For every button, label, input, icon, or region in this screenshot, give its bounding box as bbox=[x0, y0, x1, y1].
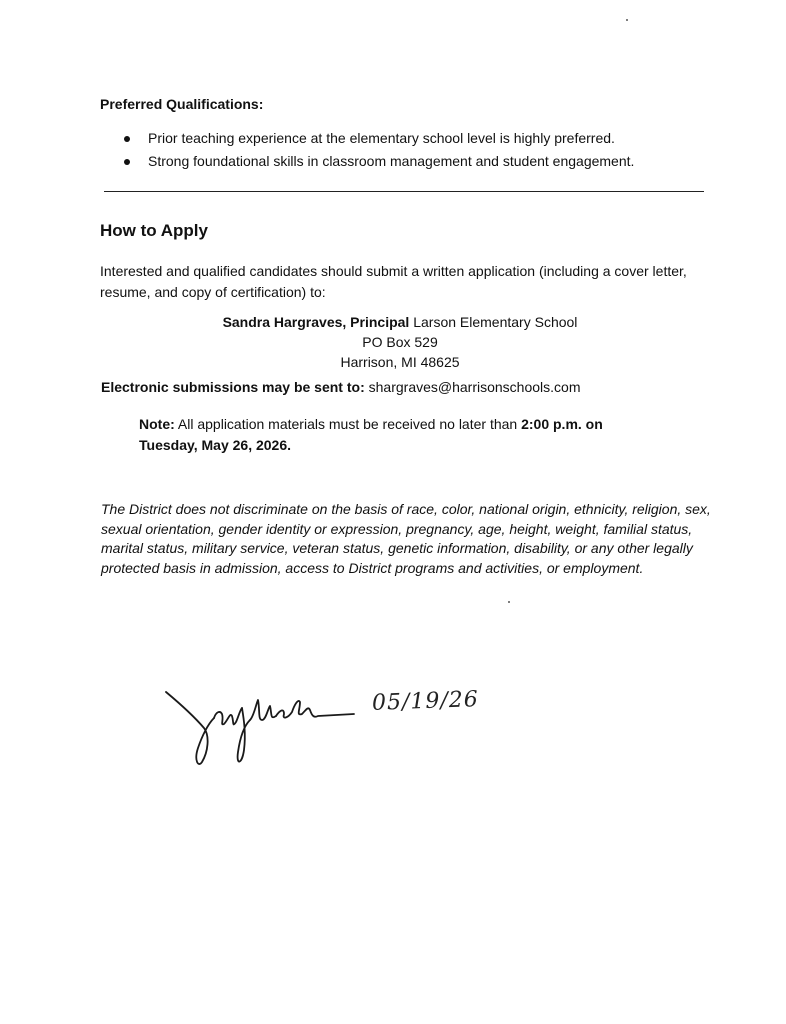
contact-email: shargraves@harrisonschools.com bbox=[368, 379, 581, 395]
mailing-address bbox=[190, 312, 610, 372]
bullet-icon bbox=[124, 136, 130, 142]
po-box: PO Box 529 bbox=[362, 334, 438, 350]
list-item-text: Strong foundational skills in classroom management and student engagement. bbox=[148, 153, 635, 169]
note-text: All application materials must be received no later than bbox=[177, 416, 518, 432]
deadline-date: Tuesday, May 26, 2026. bbox=[139, 437, 292, 453]
deadline-time: 2:00 p.m. on bbox=[521, 416, 603, 432]
apply-instructions: Interested and qualified candidates should submit a written application (including a cover letter, resume, and copy of certification) to: bbox=[100, 263, 687, 300]
scan-speck bbox=[508, 601, 510, 603]
signature-date: 05/19/26 bbox=[371, 687, 480, 716]
school-name: Larson Elementary School bbox=[413, 314, 578, 330]
electronic-submission-line bbox=[101, 379, 581, 395]
deadline-note bbox=[139, 414, 659, 456]
nondiscrimination-statement: The District does not discriminate on the basis of race, color, national origin, ethnicity, religion, sex, sexual orientation, gender identity or expression, pregnancy, age, height, weight, familial status, marital status, military service, veteran status, genetic information, disability, or any other legally protected basis in admission, access to District programs and activities, or employment. bbox=[101, 501, 711, 576]
how-to-apply-heading: How to Apply bbox=[100, 221, 208, 240]
list-item-text: Prior teaching experience at the elementary school level is highly preferred. bbox=[148, 130, 615, 146]
handwritten-signature bbox=[158, 680, 358, 770]
preferred-qualifications-label: Preferred Qualifications: bbox=[100, 96, 264, 112]
list-item bbox=[118, 127, 634, 150]
electronic-submission-label: Electronic submissions may be sent to: bbox=[101, 379, 365, 395]
preferred-qualifications-list bbox=[118, 127, 634, 173]
section-divider bbox=[104, 191, 704, 192]
scan-speck bbox=[626, 19, 628, 21]
list-item bbox=[118, 150, 634, 173]
bullet-icon bbox=[124, 159, 130, 165]
city-state-zip: Harrison, MI 48625 bbox=[340, 354, 460, 370]
note-label: Note: bbox=[139, 416, 175, 432]
contact-name: Sandra Hargraves, Principal bbox=[222, 314, 410, 330]
